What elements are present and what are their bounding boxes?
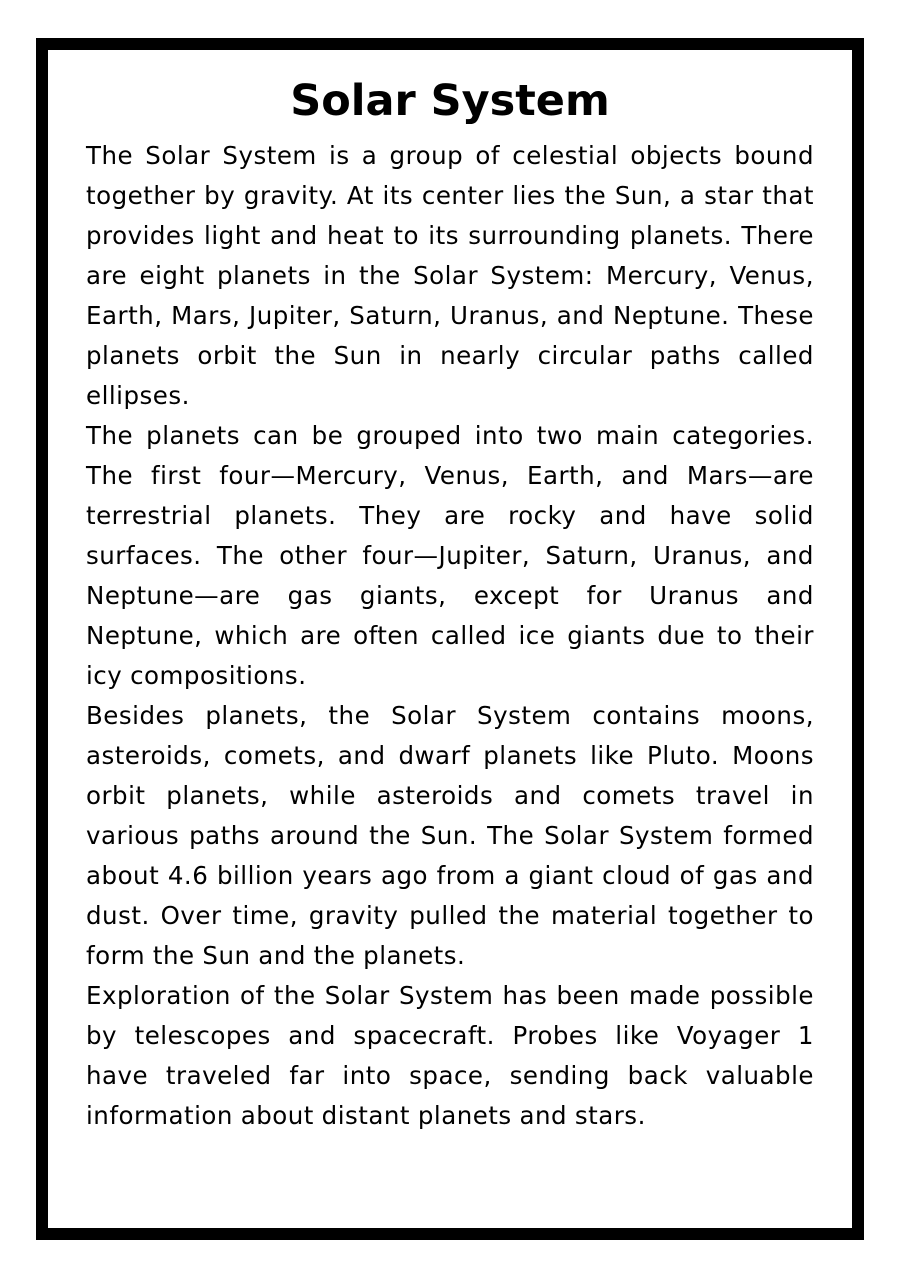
paragraph-2: The planets can be grouped into two main categories. The first four—Mercury, Venus, Earth, and Mars—are terrestrial planets. They are rocky and have solid surfaces. The other four—Jupiter, Saturn, Uranus, and Neptune—are gas giants, except for Uranus and Neptune, which are often called ice giants due to their icy compositions. <box>86 421 814 690</box>
paragraph-4: Exploration of the Solar System has been made possible by telescopes and spacecraft. Probes like Voyager 1 have traveled far into space, sending back valuable information about distant planets and stars. <box>86 981 814 1130</box>
paragraph-1: The Solar System is a group of celestial objects bound together by gravity. At its center lies the Sun, a star that provides light and heat to its surrounding planets. There are eight planets in the Solar System: Mercury, Venus, Earth, Mars, Jupiter, Saturn, Uranus, and Neptune. These planets orbit the Sun in nearly circular paths called ellipses. <box>86 141 814 410</box>
paragraph-3: Besides planets, the Solar System contains moons, asteroids, comets, and dwarf planets like Pluto. Moons orbit planets, while asteroids and comets travel in various paths around the Sun. The Solar System formed about 4.6 billion years ago from a giant cloud of gas and dust. Over time, gravity pulled the material together to form the Sun and the planets. <box>86 701 814 970</box>
document-body <box>86 136 814 1136</box>
page-border <box>36 38 864 1240</box>
page-title: Solar System <box>290 76 610 126</box>
